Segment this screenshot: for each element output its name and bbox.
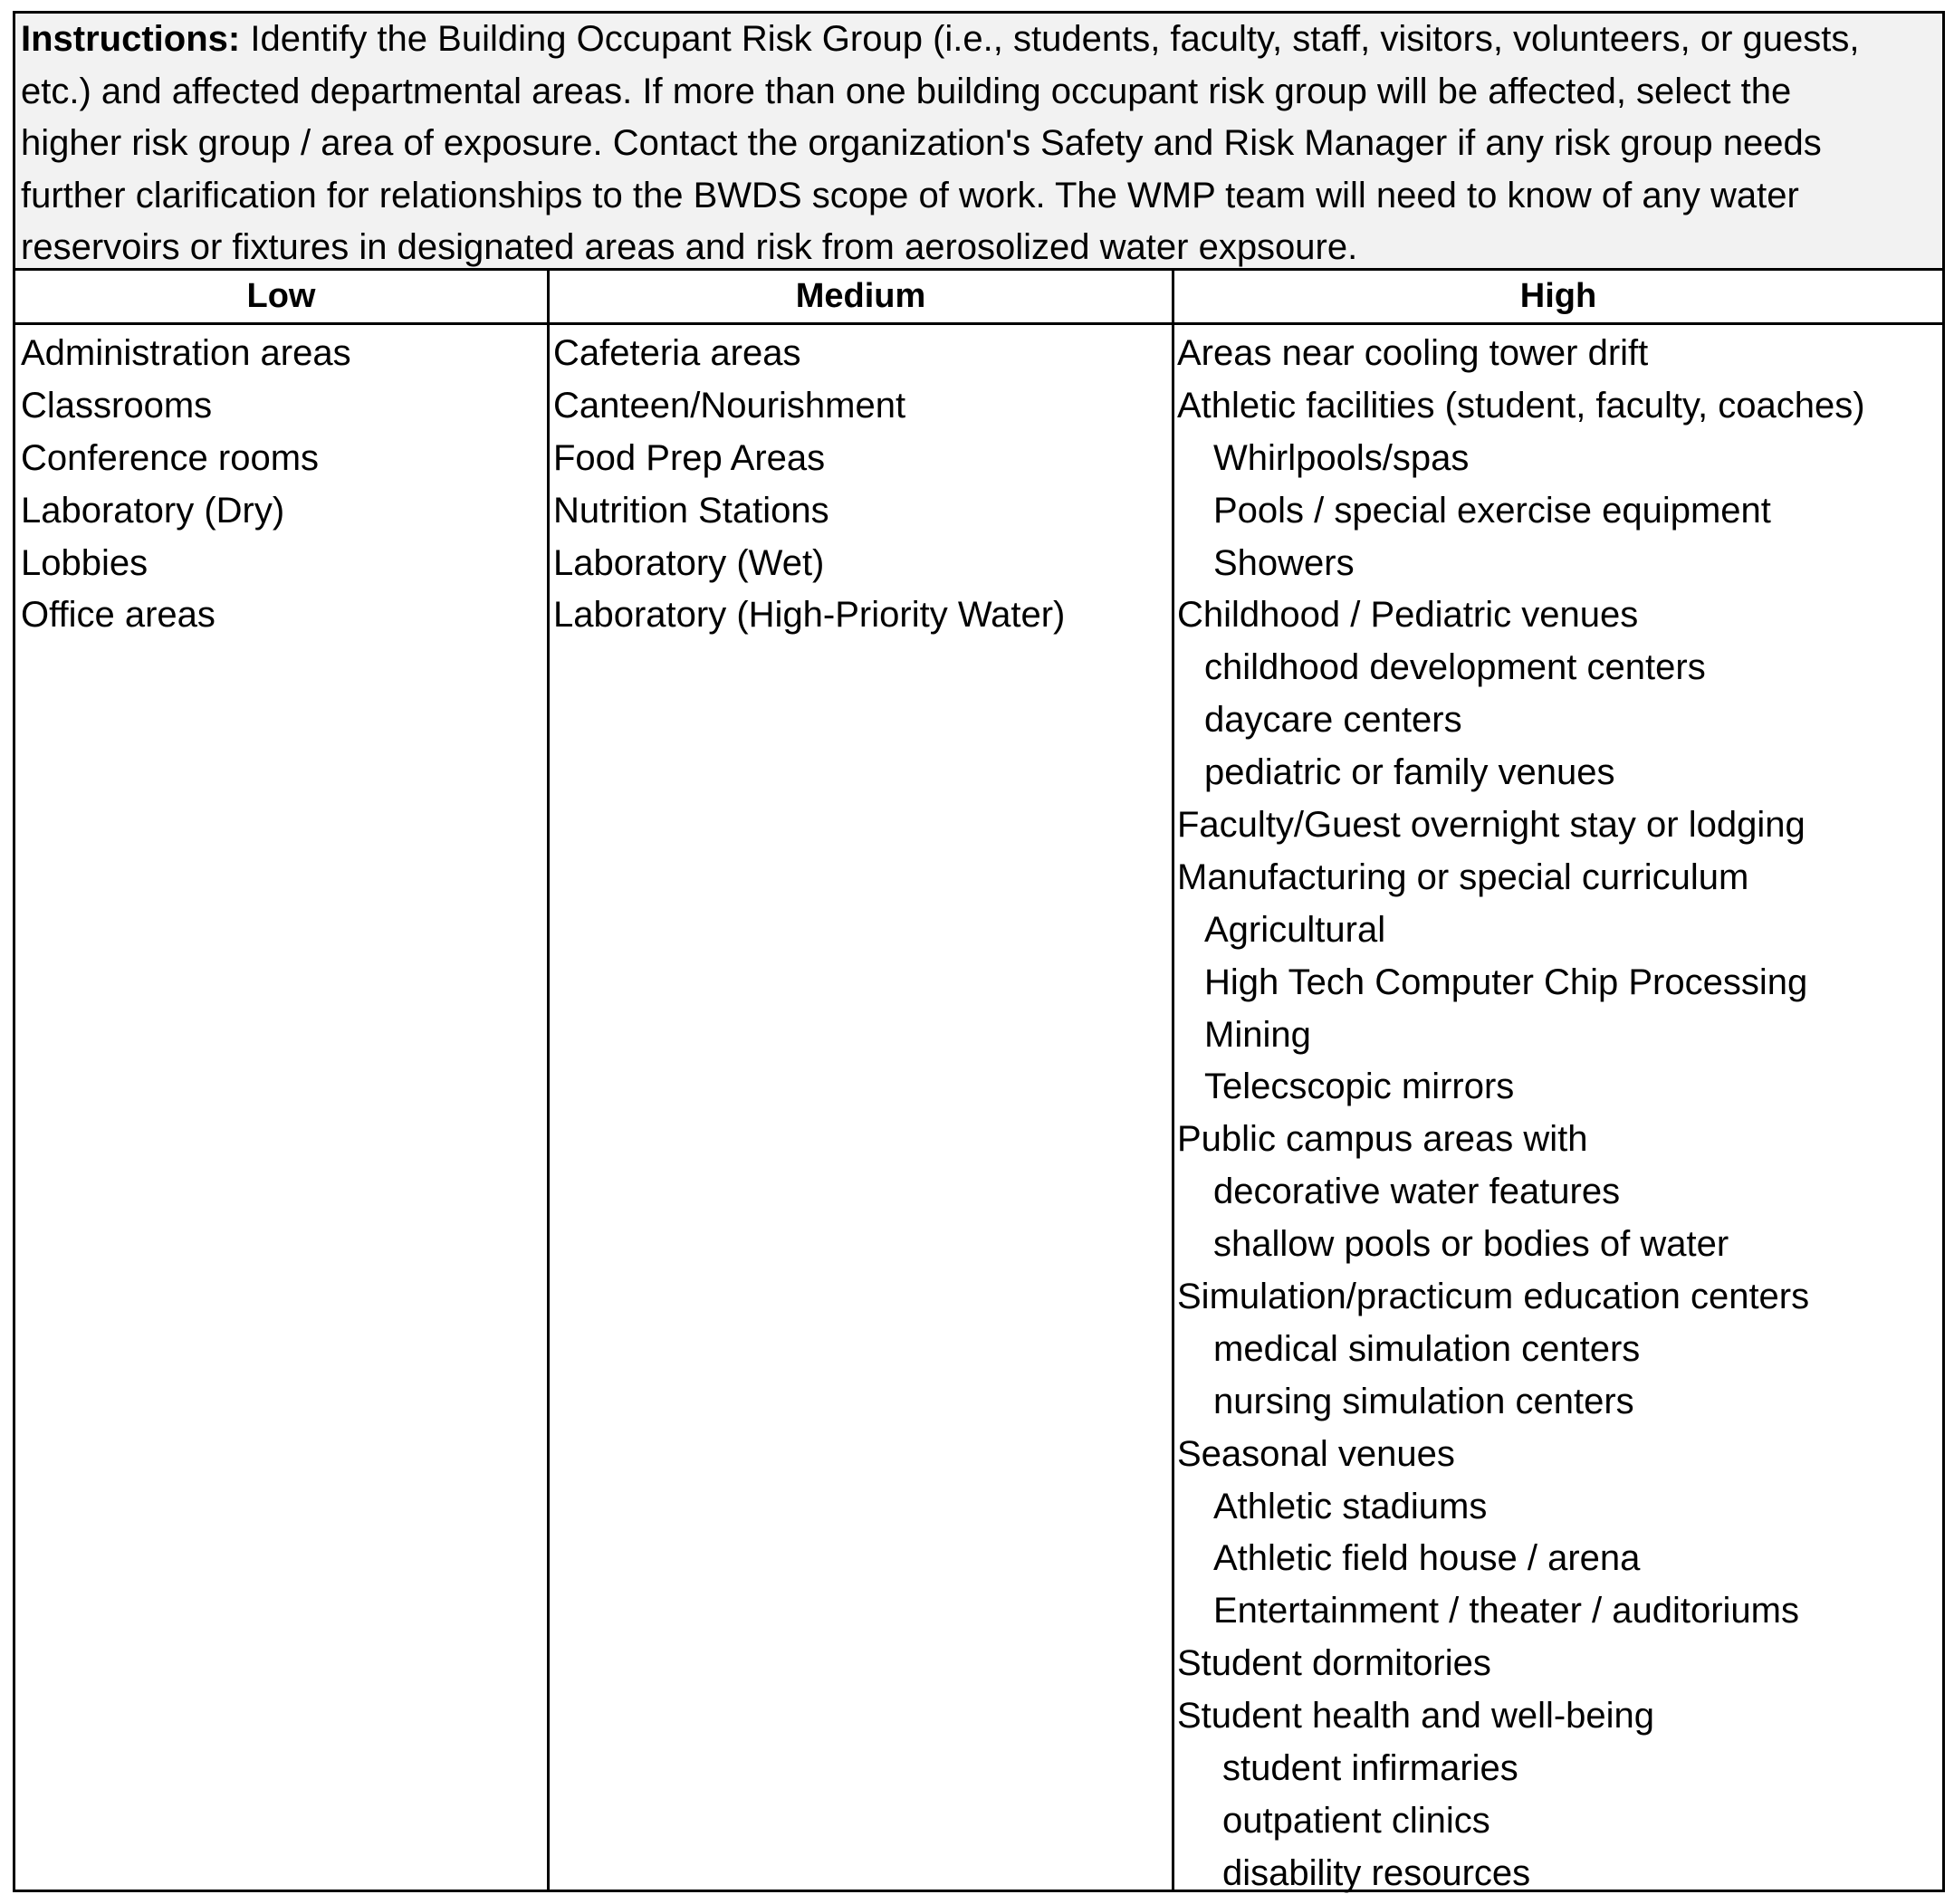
low-column bbox=[21, 328, 541, 642]
header-medium: Medium bbox=[795, 277, 926, 315]
risk-group-table bbox=[13, 11, 1945, 1892]
high-item: Manufacturing or special curriculum bbox=[1177, 856, 1749, 897]
medium-item: Nutrition Stations bbox=[553, 490, 829, 531]
high-item: Student health and well-being bbox=[1177, 1696, 1655, 1737]
medium-item: Laboratory (Wet) bbox=[553, 542, 825, 583]
high-item: Childhood / Pediatric venues bbox=[1177, 595, 1639, 636]
high-subitem: Whirlpools/spas bbox=[1213, 437, 1470, 478]
high-column bbox=[1177, 328, 1942, 1900]
high-subitem: Athletic stadiums bbox=[1213, 1486, 1488, 1526]
high-item: Faculty/Guest overnight stay or lodging bbox=[1177, 805, 1806, 846]
instructions-label: Instructions: bbox=[21, 19, 241, 59]
high-subitem: High Tech Computer Chip Processing bbox=[1204, 962, 1808, 1002]
medium-column bbox=[553, 328, 1167, 642]
medium-item: Cafeteria areas bbox=[553, 333, 801, 373]
high-subitem: Agricultural bbox=[1204, 909, 1386, 950]
high-subitem: decorative water features bbox=[1213, 1172, 1621, 1212]
high-item: Simulation/practicum education centers bbox=[1177, 1277, 1810, 1317]
instructions-text-1: Identify the Building Occupant Risk Group (i.e., students, faculty, staff, visitors, volunteers, or guests, bbox=[240, 19, 1860, 59]
high-subitem: medical simulation centers bbox=[1213, 1328, 1641, 1369]
high-subitem: pediatric or family venues bbox=[1204, 752, 1615, 793]
high-subitem: Telecscopic mirrors bbox=[1204, 1067, 1515, 1107]
high-subitem: Athletic field house / arena bbox=[1213, 1538, 1641, 1579]
low-item: Office areas bbox=[21, 595, 216, 636]
high-subitem: outpatient clinics bbox=[1222, 1800, 1490, 1841]
high-subitem: Entertainment / theater / auditoriums bbox=[1213, 1591, 1799, 1631]
high-subitem: shallow pools or bodies of water bbox=[1213, 1224, 1729, 1265]
high-subitem: student infirmaries bbox=[1222, 1748, 1518, 1789]
medium-item: Food Prep Areas bbox=[553, 437, 826, 478]
header-low: Low bbox=[246, 277, 316, 315]
instructions-line-1 bbox=[21, 14, 1935, 66]
medium-item: Canteen/Nourishment bbox=[553, 385, 906, 426]
header-high: High bbox=[1519, 277, 1597, 315]
high-subitem: Pools / special exercise equipment bbox=[1213, 490, 1771, 531]
low-item: Lobbies bbox=[21, 542, 148, 583]
high-item: Public campus areas with bbox=[1177, 1119, 1588, 1160]
low-item: Conference rooms bbox=[21, 437, 320, 478]
high-subitem: nursing simulation centers bbox=[1213, 1381, 1634, 1421]
instructions-line-2: etc.) and affected departmental areas. If more than one building occupant risk group will be affected, select the bbox=[21, 71, 1792, 111]
column-divider-2 bbox=[1172, 271, 1174, 1890]
high-subitem: daycare centers bbox=[1204, 700, 1462, 741]
high-subitem: Showers bbox=[1213, 542, 1355, 583]
instructions-line-4: further clarification for relationships to the BWDS scope of work. The WMP team will need to know of any water bbox=[21, 175, 1799, 215]
header-row bbox=[15, 271, 1942, 325]
high-item: Seasonal venues bbox=[1177, 1433, 1455, 1474]
high-item: Athletic facilities (student, faculty, coaches) bbox=[1177, 385, 1865, 426]
high-subitem: disability resources bbox=[1222, 1852, 1531, 1893]
instructions-line-5: reservoirs or fixtures in designated areas and risk from aerosolized water expsoure. bbox=[21, 227, 1358, 267]
low-item: Classrooms bbox=[21, 385, 213, 426]
column-divider-1 bbox=[547, 271, 550, 1890]
medium-item: Laboratory (High-Priority Water) bbox=[553, 595, 1066, 636]
low-item: Laboratory (Dry) bbox=[21, 490, 285, 531]
instructions-line-3: higher risk group / area of exposure. Contact the organization's Safety and Risk Manager if any risk group needs bbox=[21, 123, 1822, 163]
low-item: Administration areas bbox=[21, 333, 351, 373]
high-subitem: childhood development centers bbox=[1204, 647, 1706, 688]
high-item: Areas near cooling tower drift bbox=[1177, 333, 1649, 373]
high-item: Student dormitories bbox=[1177, 1643, 1491, 1684]
instructions-box bbox=[15, 14, 1942, 271]
high-subitem: Mining bbox=[1204, 1014, 1311, 1055]
